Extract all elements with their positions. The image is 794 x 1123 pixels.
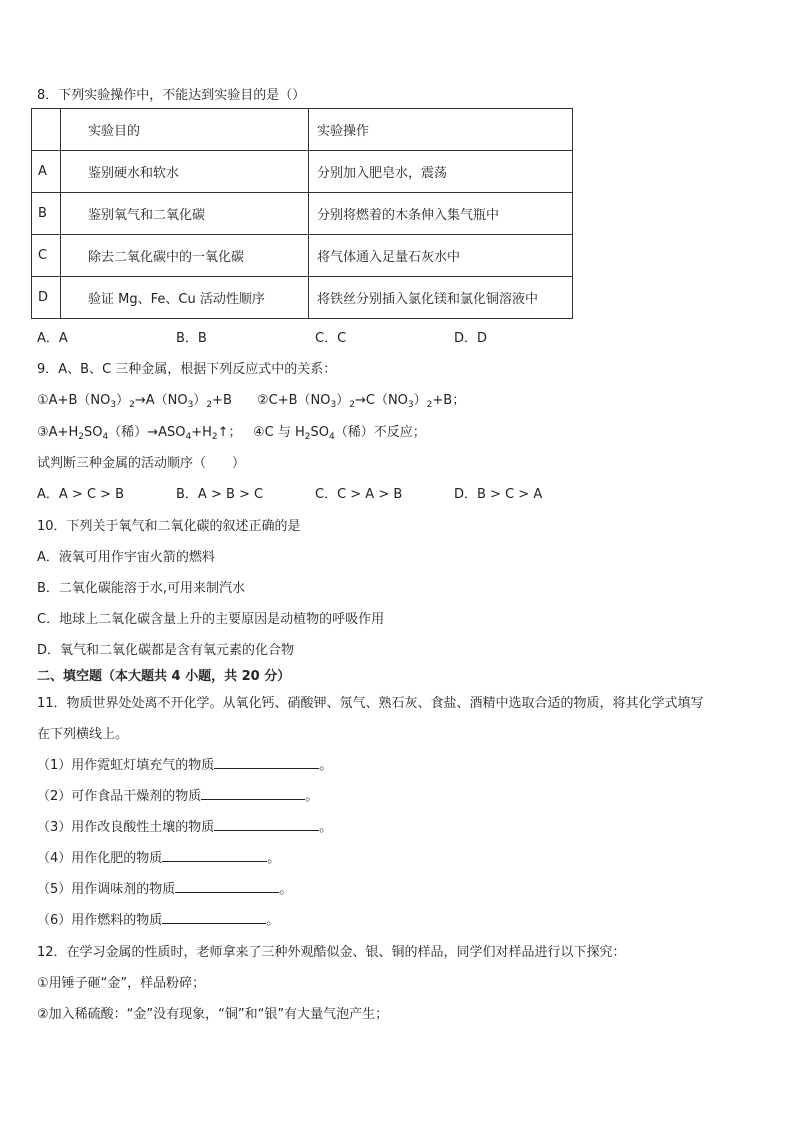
subscript: 2 [349, 400, 355, 410]
text: ①A+B（NO [37, 393, 111, 408]
subscript: 2 [129, 400, 135, 410]
option-b: B．B [176, 331, 207, 346]
row-aim: 鉴别氧气和二氧化碳 [61, 193, 309, 235]
answer-blank[interactable] [214, 755, 319, 769]
q10-title: 10．下列关于氧气和二氧化碳的叙述正确的是 [37, 519, 301, 534]
table-header-cell: 实验操作 [309, 109, 573, 151]
q11-item-2 [37, 785, 318, 804]
item-text: （6）用作燃料的物质 [37, 913, 163, 928]
subscript: 3 [407, 400, 414, 410]
text: SO [83, 425, 103, 440]
text: +B； [432, 393, 466, 408]
table-header-cell: 实验目的 [61, 109, 309, 151]
row-label: B [32, 193, 61, 235]
table-row [32, 193, 573, 235]
row-label: A [32, 151, 61, 193]
table-header-row [32, 109, 573, 151]
q8-experiment-table [31, 108, 573, 319]
text: ↑； [217, 425, 242, 440]
item-text: （1）用作霓虹灯填充气的物质 [37, 758, 215, 773]
q10-option-b: B．二氧化碳能溶于水,可用来制汽水 [37, 581, 246, 596]
answer-blank[interactable] [175, 879, 279, 893]
text: （稀）→ASO [108, 425, 186, 440]
table-row [32, 277, 573, 319]
option-b: B．A > B > C [176, 487, 264, 502]
item-end: 。 [305, 789, 319, 804]
text: ④C 与 H [253, 425, 305, 440]
item-text: （5）用作调味剂的物质 [37, 882, 176, 897]
option-d: D．B > C > A [454, 487, 543, 502]
text: +H [191, 425, 212, 440]
q12-step-2: ②加入稀硫酸：“金”没有现象，“铜”和“银”有大量气泡产生； [37, 1007, 389, 1022]
q11-item-1 [37, 754, 332, 773]
subscript: 3 [110, 400, 117, 410]
section-title: 二、填空题（本大题共 4 小题，共 20 分） [37, 669, 291, 684]
item-end: 。 [267, 851, 281, 866]
q9-reaction-3 [37, 421, 242, 442]
text: →A（NO [134, 393, 188, 408]
row-operation: 将气体通入足量石灰水中 [309, 235, 573, 277]
q10-option-a: A．液氧可用作宇宙火箭的燃料 [37, 550, 215, 565]
text: SO [310, 425, 329, 440]
q11-item-6 [37, 909, 279, 928]
text: →C（NO [354, 393, 408, 408]
q12-step-1: ①用锤子砸“金”，样品粉碎； [37, 976, 206, 991]
q9-reaction-2 [257, 389, 465, 410]
q8-title: 8．下列实验操作中，不能达到实验目的是（） [37, 88, 306, 103]
item-end: 。 [279, 882, 293, 897]
option-a: A．A [37, 331, 68, 346]
item-text: （3）用作改良酸性土壤的物质 [37, 820, 215, 835]
text: ） [413, 393, 427, 408]
text: ③A+H [37, 425, 79, 440]
subscript: 2 [211, 432, 218, 442]
answer-blank[interactable] [162, 910, 266, 924]
q8-options [37, 327, 487, 346]
q11-line-2: 在下列横线上。 [37, 727, 129, 742]
row-aim: 鉴别硬水和软水 [61, 151, 309, 193]
option-a: A．A > C > B [37, 487, 125, 502]
subscript: 4 [329, 432, 335, 442]
item-end: 。 [319, 820, 333, 835]
item-end: 。 [266, 913, 280, 928]
item-end: 。 [319, 758, 333, 773]
q9-title: 9．A、B、C 三种金属，根据下列反应式中的关系： [37, 362, 337, 377]
q12-line-1: 12．在学习金属的性质时，老师拿来了三种外观酷似金、银、铜的样品，同学们对样品进行以下探究： [37, 945, 626, 960]
subscript: 2 [206, 400, 213, 410]
item-text: （2）可作食品干燥剂的物质 [37, 789, 202, 804]
text: ） [336, 393, 350, 408]
subscript: 2 [426, 400, 433, 410]
table-row [32, 151, 573, 193]
table-row [32, 235, 573, 277]
text: ） [116, 393, 130, 408]
q9-options [37, 483, 542, 502]
text: +B [212, 393, 232, 408]
row-aim: 验证 Mg、Fe、Cu 活动性顺序 [61, 277, 309, 319]
subscript: 4 [102, 432, 109, 442]
q9-reaction-4 [253, 421, 426, 442]
text: （稀）不反应； [334, 425, 426, 440]
table-header-cell [32, 109, 61, 151]
row-operation: 分别将燃着的木条伸入集气瓶中 [309, 193, 573, 235]
q11-line-1: 11．物质世界处处离不开化学。从氧化钙、硝酸钾、氖气、熟石灰、食盐、酒精中选取合适的物质，将其化学式填写 [37, 696, 704, 711]
item-text: （4）用作化肥的物质 [37, 851, 163, 866]
q11-item-4 [37, 847, 280, 866]
row-aim: 除去二氧化碳中的一氧化碳 [61, 235, 309, 277]
subscript: 3 [187, 400, 194, 410]
option-c: C．C > A > B [315, 487, 403, 502]
option-d: D．D [454, 331, 488, 346]
q10-option-c: C．地球上二氧化碳含量上升的主要原因是动植物的呼吸作用 [37, 612, 385, 627]
subscript: 2 [78, 432, 84, 442]
row-operation: 分别加入肥皂水，震荡 [309, 151, 573, 193]
q11-item-3 [37, 816, 332, 835]
answer-blank[interactable] [214, 817, 319, 831]
subscript: 2 [304, 432, 311, 442]
row-operation: 将铁丝分别插入氯化镁和氯化铜溶液中 [309, 277, 573, 319]
option-c: C．C [315, 331, 347, 346]
answer-blank[interactable] [201, 786, 305, 800]
answer-blank[interactable] [162, 848, 267, 862]
q11-item-5 [37, 878, 292, 897]
q9-prompt: 试判断三种金属的活动顺序（ ） [37, 456, 246, 471]
row-label: C [32, 235, 61, 277]
subscript: 4 [185, 432, 192, 442]
subscript: 3 [330, 400, 337, 410]
q10-option-d: D．氧气和二氧化碳都是含有氧元素的化合物 [37, 643, 295, 658]
row-label: D [32, 277, 61, 319]
text: ②C+B（NO [257, 393, 331, 408]
text: ） [193, 393, 207, 408]
q9-reaction-1 [37, 389, 232, 410]
